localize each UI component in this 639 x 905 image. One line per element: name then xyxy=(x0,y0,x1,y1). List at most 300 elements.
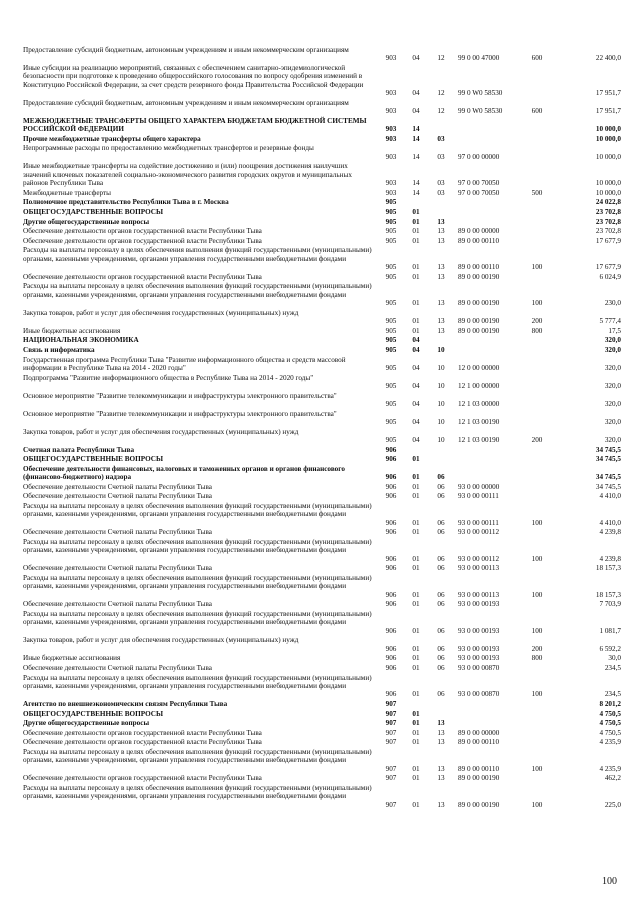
row-expense-type: 800 xyxy=(531,654,543,663)
row-amount: 320,0 xyxy=(604,417,621,426)
row-name: ОБЩЕГОСУДАРСТВЕННЫЕ ВОПРОСЫ xyxy=(23,709,164,718)
row-subsection: 03 xyxy=(437,134,445,143)
table-row xyxy=(0,446,639,454)
row-target-article: 12 0 00 00000 xyxy=(458,363,500,372)
row-target-article: 93 0 00 00870 xyxy=(458,664,500,672)
row-admin-code: 905 xyxy=(385,363,397,372)
table-row xyxy=(0,189,639,197)
row-amount: 5 777,4 xyxy=(599,317,621,326)
row-amount: 320,0 xyxy=(604,381,621,390)
row-amount: 230,0 xyxy=(604,299,621,308)
row-admin-code: 906 xyxy=(385,626,397,635)
row-name: Расходы на выплаты персоналу в целях обеспечения выполнения функций государственными (муниципальными) органами, казенными учреждениями, органами управления государственными внебюджетными фондами xyxy=(23,246,372,263)
row-target-article: 89 0 00 00110 xyxy=(458,738,500,747)
row-section: 04 xyxy=(412,346,420,354)
row-name: Подпрограмма "Развитие информационного общества в Республике Тыва на 2014 - 2020 годы" xyxy=(23,373,314,382)
row-subsection: 06 xyxy=(437,473,445,482)
row-name: Счетная палата Республики Тыва xyxy=(23,445,135,454)
row-admin-code: 907 xyxy=(385,709,397,718)
row-expense-type: 600 xyxy=(531,107,543,116)
table-row xyxy=(0,428,639,445)
row-admin-code: 903 xyxy=(385,125,397,134)
row-admin-code: 906 xyxy=(385,690,397,699)
row-name: Расходы на выплаты персоналу в целях обеспечения выполнения функций государственными (муниципальными) органами, казенными учреждениями, органами управления государственными внебюджетными фондами xyxy=(23,502,372,519)
row-subsection: 06 xyxy=(437,554,445,563)
row-admin-code: 905 xyxy=(385,417,397,426)
row-amount: 320,0 xyxy=(604,435,621,444)
row-subsection: 10 xyxy=(437,417,445,426)
row-section: 04 xyxy=(412,381,420,390)
row-subsection: 13 xyxy=(437,299,445,308)
row-name: Обеспечение деятельности Счетной палаты Республики Тыва xyxy=(23,664,212,672)
row-amount: 4 239,8 xyxy=(599,554,621,563)
row-expense-type: 200 xyxy=(531,435,543,444)
row-target-article: 93 0 00 00193 xyxy=(458,626,500,635)
table-row xyxy=(0,227,639,235)
row-subsection: 03 xyxy=(437,152,445,161)
row-amount: 34 745,5 xyxy=(595,473,621,482)
row-amount: 320,0 xyxy=(604,363,621,372)
row-name: Иные бюджетные ассигнования xyxy=(23,326,121,335)
row-subsection: 06 xyxy=(437,644,445,653)
row-admin-code: 905 xyxy=(385,208,397,216)
table-row xyxy=(0,374,639,391)
row-subsection: 10 xyxy=(437,399,445,408)
row-admin-code: 906 xyxy=(385,644,397,653)
row-subsection: 06 xyxy=(437,600,445,609)
row-name: Расходы на выплаты персоналу в целях обеспечения выполнения функций государственными (муниципальными) органами, казенными учреждениями, органами управления государственными внебюджетными фондами xyxy=(23,784,372,801)
row-section: 01 xyxy=(412,217,420,226)
row-expense-type: 100 xyxy=(531,518,543,527)
row-target-article: 93 0 00 00193 xyxy=(458,600,500,609)
row-amount: 17 951,7 xyxy=(595,107,621,116)
row-target-article: 12 1 03 00190 xyxy=(458,435,500,444)
row-target-article: 93 0 00 00111 xyxy=(458,492,499,501)
row-section: 04 xyxy=(412,399,420,408)
row-amount: 1 081,7 xyxy=(599,626,621,635)
row-subsection: 13 xyxy=(437,263,445,272)
row-expense-type: 600 xyxy=(531,54,543,63)
row-amount: 320,0 xyxy=(604,346,621,354)
row-section: 04 xyxy=(412,107,420,116)
table-row xyxy=(0,46,639,63)
row-amount: 10 000,0 xyxy=(595,179,621,188)
row-name: НАЦИОНАЛЬНАЯ ЭКОНОМИКА xyxy=(23,336,139,345)
row-section: 01 xyxy=(412,626,420,635)
table-row xyxy=(0,729,639,737)
row-section: 04 xyxy=(412,417,420,426)
row-subsection: 13 xyxy=(437,728,445,737)
row-target-article: 89 0 00 00190 xyxy=(458,326,500,335)
table-row xyxy=(0,538,639,563)
row-name: Полномочное представительство Республики Тыва в г. Москва xyxy=(23,198,229,207)
row-section: 01 xyxy=(412,738,420,747)
row-section: 01 xyxy=(412,664,420,672)
row-admin-code: 903 xyxy=(385,152,397,161)
row-name: Межбюджетные трансферты xyxy=(23,188,111,197)
row-amount: 10 000,0 xyxy=(595,188,621,197)
row-subsection: 13 xyxy=(437,272,445,281)
row-expense-type: 100 xyxy=(531,299,543,308)
row-section: 04 xyxy=(412,363,420,372)
row-admin-code: 906 xyxy=(385,600,397,609)
row-amount: 462,2 xyxy=(604,774,621,783)
row-section: 14 xyxy=(412,188,420,197)
row-name: Другие общегосударственные вопросы xyxy=(23,217,150,226)
row-subsection: 03 xyxy=(437,188,445,197)
row-subsection: 03 xyxy=(437,179,445,188)
row-name: Обеспечение деятельности Счетной палаты Республики Тыва xyxy=(23,482,212,491)
row-admin-code: 905 xyxy=(385,317,397,326)
row-name: Расходы на выплаты персоналу в целях обеспечения выполнения функций государственными (муниципальными) органами, казенными учреждениями, органами управления государственными внебюджетными фондами xyxy=(23,610,372,627)
row-section: 01 xyxy=(412,800,420,809)
row-admin-code: 905 xyxy=(385,399,397,408)
row-section: 01 xyxy=(412,528,420,537)
row-admin-code: 907 xyxy=(385,719,397,728)
table-row xyxy=(0,719,639,727)
row-admin-code: 906 xyxy=(385,590,397,599)
table-row xyxy=(0,483,639,491)
table-row xyxy=(0,99,639,116)
row-amount: 18 157,3 xyxy=(595,590,621,599)
row-admin-code: 905 xyxy=(385,227,397,236)
row-expense-type: 100 xyxy=(531,764,543,773)
row-admin-code: 905 xyxy=(385,299,397,308)
row-section: 01 xyxy=(412,492,420,501)
table-row xyxy=(0,564,639,572)
row-name: Прочие межбюджетные трансферты общего характера xyxy=(23,134,201,143)
row-expense-type: 800 xyxy=(531,326,543,335)
row-subsection: 06 xyxy=(437,482,445,491)
row-amount: 320,0 xyxy=(604,336,621,345)
row-expense-type: 100 xyxy=(531,554,543,563)
row-section: 04 xyxy=(412,336,420,345)
row-subsection: 13 xyxy=(437,719,445,728)
row-section: 04 xyxy=(412,435,420,444)
row-name: Предоставление субсидий бюджетным, автономным учреждениям и иным некоммерческим организациям xyxy=(23,46,349,54)
row-target-article: 99 0 00 47000 xyxy=(458,54,500,63)
row-amount: 34 745,5 xyxy=(595,445,621,454)
row-section: 14 xyxy=(412,134,420,143)
row-section: 01 xyxy=(412,317,420,326)
row-name: Связь и информатика xyxy=(23,346,95,354)
row-section: 01 xyxy=(412,227,420,236)
row-target-article: 93 0 00 00870 xyxy=(458,690,500,699)
table-row xyxy=(0,636,639,653)
row-section: 01 xyxy=(412,709,420,718)
row-admin-code: 907 xyxy=(385,800,397,809)
row-admin-code: 906 xyxy=(385,564,397,573)
table-row xyxy=(0,208,639,216)
row-subsection: 06 xyxy=(437,590,445,599)
table-row xyxy=(0,282,639,307)
table-row xyxy=(0,455,639,463)
row-admin-code: 906 xyxy=(385,654,397,663)
row-subsection: 13 xyxy=(437,738,445,747)
row-section: 01 xyxy=(412,719,420,728)
row-admin-code: 907 xyxy=(385,764,397,773)
row-name: Другие общегосударственные вопросы xyxy=(23,719,150,728)
row-section: 01 xyxy=(412,518,420,527)
row-name: Государственная программа Республики Тыва "Развитие информационного общества и средств массовой информации в Республике Тыва на 2014 - 2020 годы" xyxy=(23,355,346,372)
table-row xyxy=(0,700,639,708)
row-amount: 10 000,0 xyxy=(595,152,621,161)
row-target-article: 93 0 00 00112 xyxy=(458,528,500,537)
row-amount: 24 022,8 xyxy=(595,198,621,207)
row-section: 01 xyxy=(412,236,420,245)
row-name: Закупка товаров, работ и услуг для обеспечения государственных (муниципальных) нужд xyxy=(23,308,299,317)
table-row xyxy=(0,198,639,206)
table-row xyxy=(0,528,639,536)
page-number: 100 xyxy=(602,876,617,887)
row-amount: 234,5 xyxy=(604,690,621,699)
table-row xyxy=(0,336,639,344)
row-subsection: 10 xyxy=(437,346,445,354)
row-section: 01 xyxy=(412,644,420,653)
row-amount: 4 235,9 xyxy=(599,738,621,747)
row-subsection: 06 xyxy=(437,690,445,699)
row-target-article: 12 1 03 00190 xyxy=(458,417,500,426)
table-row xyxy=(0,664,639,672)
row-section: 01 xyxy=(412,590,420,599)
table-row xyxy=(0,610,639,635)
row-subsection: 13 xyxy=(437,236,445,245)
row-name: Обеспечение деятельности органов государственной власти Республики Тыва xyxy=(23,236,262,245)
row-subsection: 06 xyxy=(437,492,445,501)
row-target-article: 99 0 W0 58530 xyxy=(458,107,503,116)
row-name: Непрограммные расходы по предоставлению межбюджетных трансфертов и резервные фонды xyxy=(23,144,314,153)
row-subsection: 13 xyxy=(437,764,445,773)
table-row xyxy=(0,774,639,782)
row-name: МЕЖБЮДЖЕТНЫЕ ТРАНСФЕРТЫ ОБЩЕГО ХАРАКТЕРА БЮДЖЕТАМ БЮДЖЕТНОЙ СИСТЕМЫ РОССИЙСКОЙ ФЕДЕРАЦИИ xyxy=(23,116,367,134)
row-section: 01 xyxy=(412,728,420,737)
row-section: 01 xyxy=(412,326,420,335)
row-amount: 30,0 xyxy=(608,654,621,663)
row-subsection: 10 xyxy=(437,435,445,444)
row-subsection: 13 xyxy=(437,326,445,335)
table-row xyxy=(0,710,639,718)
table-row xyxy=(0,327,639,335)
row-admin-code: 906 xyxy=(385,554,397,563)
row-amount: 4 750,5 xyxy=(599,709,621,718)
row-section: 01 xyxy=(412,263,420,272)
row-name: Иные бюджетные ассигнования xyxy=(23,654,121,663)
row-section: 01 xyxy=(412,764,420,773)
table-row xyxy=(0,346,639,354)
row-admin-code: 905 xyxy=(385,326,397,335)
row-admin-code: 906 xyxy=(385,664,397,672)
row-name: Расходы на выплаты персоналу в целях обеспечения выполнения функций государственными (муниципальными) органами, казенными учреждениями, органами управления государственными внебюджетными фондами xyxy=(23,748,372,765)
row-target-article: 99 0 W0 58530 xyxy=(458,89,503,98)
row-name: Обеспечение деятельности Счетной палаты Республики Тыва xyxy=(23,564,212,573)
row-admin-code: 907 xyxy=(385,728,397,737)
row-target-article: 93 0 00 00111 xyxy=(458,518,499,527)
row-subsection: 10 xyxy=(437,363,445,372)
row-section: 01 xyxy=(412,299,420,308)
row-name: Расходы на выплаты персоналу в целях обеспечения выполнения функций государственными (муниципальными) органами, казенными учреждениями, органами управления государственными внебюджетными фондами xyxy=(23,282,372,299)
row-amount: 23 702,8 xyxy=(595,227,621,236)
row-name: Расходы на выплаты персоналу в целях обеспечения выполнения функций государственными (муниципальными) органами, казенными учреждениями, органами управления государственными внебюджетными фондами xyxy=(23,574,372,591)
row-admin-code: 906 xyxy=(385,445,397,454)
table-row xyxy=(0,738,639,746)
row-subsection: 06 xyxy=(437,518,445,527)
row-name: ОБЩЕГОСУДАРСТВЕННЫЕ ВОПРОСЫ xyxy=(23,208,164,216)
row-admin-code: 903 xyxy=(385,89,397,98)
row-section: 01 xyxy=(412,208,420,216)
table-row xyxy=(0,574,639,599)
table-row xyxy=(0,784,639,809)
row-name: Обеспечение деятельности органов государственной власти Республики Тыва xyxy=(23,227,262,236)
row-expense-type: 100 xyxy=(531,590,543,599)
row-section: 01 xyxy=(412,473,420,482)
row-amount: 34 745,5 xyxy=(595,455,621,464)
row-amount: 6 592,2 xyxy=(599,644,621,653)
row-admin-code: 906 xyxy=(385,482,397,491)
row-target-article: 89 0 00 00000 xyxy=(458,227,500,236)
table-row xyxy=(0,492,639,500)
row-name: Иные субсидии на реализацию мероприятий, связанных с обеспечением санитарно-эпидемиологической безопасности при подготовке к проведению общероссийского голосования по вопросу одобрения изменений в Конституцию Российской Федерации, за счет средств резервного фонда Правительства Российской Федерации xyxy=(23,64,364,89)
row-subsection: 13 xyxy=(437,227,445,236)
row-admin-code: 905 xyxy=(385,381,397,390)
row-subsection: 06 xyxy=(437,654,445,663)
row-admin-code: 903 xyxy=(385,134,397,143)
row-target-article: 89 0 00 00190 xyxy=(458,800,500,809)
row-amount: 4 235,9 xyxy=(599,764,621,773)
row-section: 01 xyxy=(412,554,420,563)
row-target-article: 89 0 00 00110 xyxy=(458,263,500,272)
row-subsection: 10 xyxy=(437,381,445,390)
table-row xyxy=(0,502,639,527)
table-row xyxy=(0,654,639,662)
table-row xyxy=(0,144,639,161)
row-admin-code: 905 xyxy=(385,236,397,245)
row-amount: 23 702,8 xyxy=(595,208,621,216)
row-amount: 22 400,0 xyxy=(595,54,621,63)
row-section: 01 xyxy=(412,690,420,699)
table-row xyxy=(0,237,639,245)
row-target-article: 97 0 00 70050 xyxy=(458,179,500,188)
row-section: 01 xyxy=(412,482,420,491)
row-expense-type: 200 xyxy=(531,317,543,326)
row-target-article: 12 1 00 00000 xyxy=(458,381,500,390)
row-section: 01 xyxy=(412,564,420,573)
row-admin-code: 905 xyxy=(385,336,397,345)
row-section: 14 xyxy=(412,179,420,188)
row-name: ОБЩЕГОСУДАРСТВЕННЫЕ ВОПРОСЫ xyxy=(23,455,164,464)
row-subsection: 13 xyxy=(437,800,445,809)
row-section: 14 xyxy=(412,152,420,161)
row-amount: 4 410,0 xyxy=(599,492,621,501)
row-amount: 23 702,8 xyxy=(595,217,621,226)
row-amount: 34 745,5 xyxy=(595,482,621,491)
row-name: Основное мероприятие "Развитие телекоммуникации и инфраструктуры электронного правительства" xyxy=(23,409,337,418)
row-name: Обеспечение деятельности органов государственной власти Республики Тыва xyxy=(23,774,262,783)
row-name: Обеспечение деятельности органов государственной власти Республики Тыва xyxy=(23,728,262,737)
table-row xyxy=(0,135,639,143)
row-amount: 225,0 xyxy=(604,800,621,809)
row-admin-code: 905 xyxy=(385,198,397,207)
row-admin-code: 903 xyxy=(385,107,397,116)
row-target-article: 89 0 00 00190 xyxy=(458,299,500,308)
row-expense-type: 100 xyxy=(531,263,543,272)
row-name: Предоставление субсидий бюджетным, автономным учреждениям и иным некоммерческим организациям xyxy=(23,98,349,107)
row-target-article: 89 0 00 00110 xyxy=(458,764,500,773)
row-name: Закупка товаров, работ и услуг для обеспечения государственных (муниципальных) нужд xyxy=(23,636,299,645)
row-amount: 17 951,7 xyxy=(595,89,621,98)
table-row xyxy=(0,64,639,98)
row-amount: 10 000,0 xyxy=(595,134,621,143)
row-admin-code: 907 xyxy=(385,738,397,747)
row-target-article: 93 0 00 00113 xyxy=(458,564,500,573)
row-target-article: 89 0 00 00000 xyxy=(458,728,500,737)
row-name: Иные межбюджетные трансферты на содействие достижению и (или) поощрения достижения наилучших значений ключевых показателей социально-экономического развития городских округов и муниципальных районов Республики Тыва xyxy=(23,162,352,188)
table-row xyxy=(0,218,639,226)
row-subsection: 06 xyxy=(437,664,445,672)
table-row xyxy=(0,600,639,608)
row-expense-type: 500 xyxy=(531,188,543,197)
row-name: Агентство по внешнеэкономическим связям Республики Тыва xyxy=(23,700,228,708)
row-expense-type: 100 xyxy=(531,690,543,699)
row-target-article: 89 0 00 00110 xyxy=(458,236,500,245)
row-admin-code: 907 xyxy=(385,774,397,783)
row-name: Расходы на выплаты персоналу в целях обеспечения выполнения функций государственными (муниципальными) органами, казенными учреждениями, органами управления государственными внебюджетными фондами xyxy=(23,673,372,690)
row-name: Обеспечение деятельности Счетной палаты Республики Тыва xyxy=(23,600,212,609)
row-amount: 17,5 xyxy=(608,326,621,335)
row-section: 01 xyxy=(412,654,420,663)
row-admin-code: 907 xyxy=(385,700,397,708)
row-subsection: 13 xyxy=(437,217,445,226)
row-admin-code: 906 xyxy=(385,518,397,527)
row-section: 14 xyxy=(412,125,420,134)
row-subsection: 06 xyxy=(437,626,445,635)
row-target-article: 93 0 00 00193 xyxy=(458,644,500,653)
row-target-article: 93 0 00 00193 xyxy=(458,654,500,663)
table-row xyxy=(0,410,639,427)
row-admin-code: 903 xyxy=(385,188,397,197)
row-name: Закупка товаров, работ и услуг для обеспечения государственных (муниципальных) нужд xyxy=(23,427,299,436)
row-admin-code: 903 xyxy=(385,179,397,188)
row-section: 01 xyxy=(412,774,420,783)
table-row xyxy=(0,356,639,373)
row-subsection: 13 xyxy=(437,317,445,326)
row-amount: 17 677,9 xyxy=(595,263,621,272)
row-amount: 234,5 xyxy=(604,664,621,672)
row-amount: 10 000,0 xyxy=(595,125,621,134)
row-amount: 4 750,5 xyxy=(599,728,621,737)
table-row xyxy=(0,309,639,326)
row-admin-code: 906 xyxy=(385,492,397,501)
row-admin-code: 906 xyxy=(385,528,397,537)
row-section: 01 xyxy=(412,272,420,281)
table-row xyxy=(0,748,639,773)
row-expense-type: 100 xyxy=(531,800,543,809)
row-subsection: 12 xyxy=(437,107,445,116)
row-admin-code: 906 xyxy=(385,455,397,464)
row-amount: 18 157,3 xyxy=(595,564,621,573)
row-admin-code: 905 xyxy=(385,263,397,272)
row-amount: 7 703,9 xyxy=(599,600,621,609)
row-target-article: 93 0 00 00113 xyxy=(458,590,500,599)
table-row xyxy=(0,117,639,134)
row-section: 04 xyxy=(412,54,420,63)
table-row xyxy=(0,674,639,699)
table-row xyxy=(0,246,639,271)
row-expense-type: 100 xyxy=(531,626,543,635)
row-admin-code: 905 xyxy=(385,435,397,444)
row-section: 01 xyxy=(412,455,420,464)
row-admin-code: 905 xyxy=(385,217,397,226)
row-subsection: 06 xyxy=(437,528,445,537)
